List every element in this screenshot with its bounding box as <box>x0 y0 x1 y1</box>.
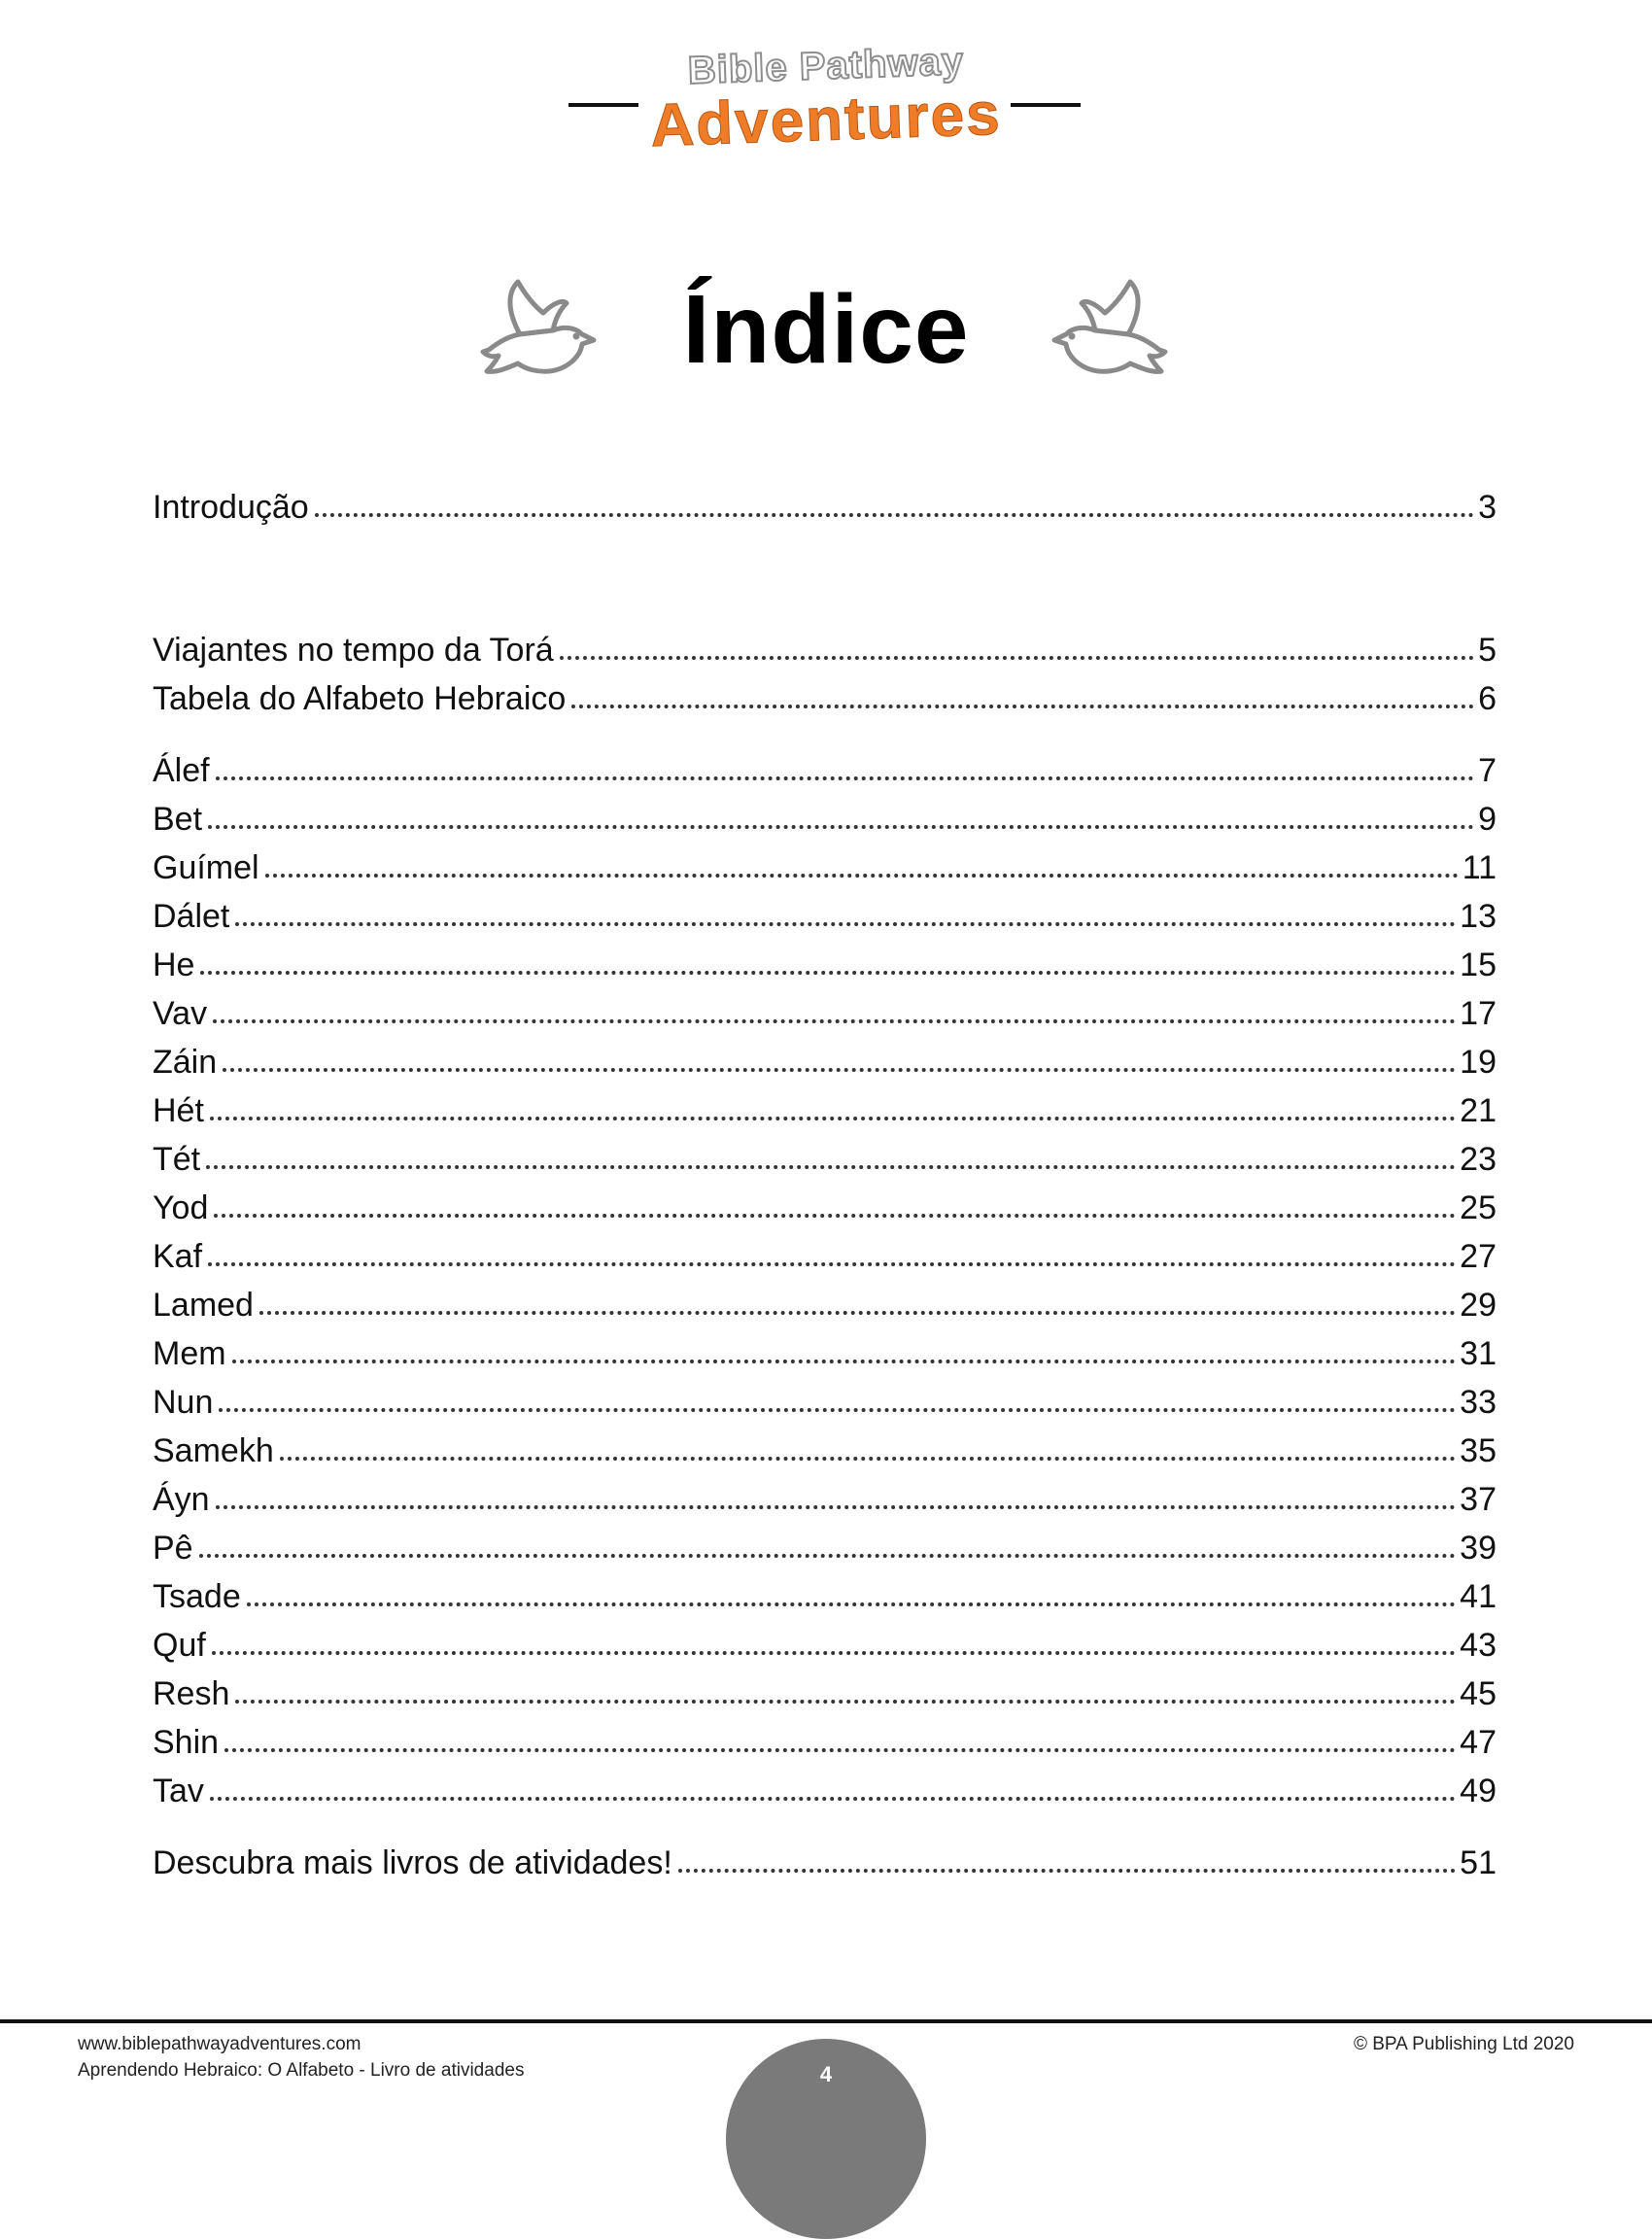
footer-website-link[interactable]: www.biblepathwayadventures.com <box>78 2034 361 2054</box>
toc-entry-label: Tét <box>153 1141 201 1178</box>
toc-entry-label: Tsade <box>153 1578 241 1615</box>
toc-entry-page: 15 <box>1460 947 1497 983</box>
toc-leader-dots <box>199 1554 1457 1558</box>
toc-entry-label: Shin <box>153 1724 220 1761</box>
toc-entry-page: 35 <box>1460 1432 1497 1469</box>
toc-entry-label: Áyn <box>153 1481 210 1518</box>
toc-leader-dots <box>247 1602 1456 1606</box>
toc-leader-dots <box>219 1408 1456 1412</box>
toc-leader-dots <box>224 1748 1456 1752</box>
toc-entry-nun[interactable] <box>153 1381 1497 1424</box>
toc-entry-page: 6 <box>1478 680 1497 717</box>
toc-entry-label: Vav <box>153 995 208 1032</box>
toc-entry-bet[interactable] <box>153 798 1497 841</box>
toc-entry-page: 19 <box>1460 1044 1497 1081</box>
toc-leader-dots <box>235 1700 1456 1704</box>
toc-leader-dots <box>571 705 1474 708</box>
toc-entry-lamed[interactable] <box>153 1284 1497 1326</box>
toc-entry-page: 7 <box>1478 752 1497 789</box>
toc-entry-label: Bet <box>153 801 203 838</box>
toc-entry-page: 11 <box>1462 849 1497 886</box>
toc-entry-page: 29 <box>1460 1287 1497 1324</box>
toc-leader-dots <box>210 1117 1456 1120</box>
toc-entry-page: 33 <box>1460 1384 1497 1421</box>
toc-entry-page: 5 <box>1478 632 1497 669</box>
toc-entry-label: Álef <box>153 752 210 789</box>
toc-leader-dots <box>208 825 1474 829</box>
toc-entry-quf[interactable] <box>153 1624 1497 1667</box>
title-row <box>0 262 1652 408</box>
toc-entry-label: Hét <box>153 1092 204 1129</box>
toc-leader-dots <box>265 874 1459 878</box>
toc-entry-label: Guímel <box>153 849 259 886</box>
toc-entry-page: 13 <box>1460 898 1497 935</box>
toc-leader-dots <box>678 1869 1456 1873</box>
toc-entry-resh[interactable] <box>153 1672 1497 1715</box>
toc-entry-page: 49 <box>1460 1773 1497 1809</box>
toc-leader-dots <box>232 1360 1457 1363</box>
toc-entry-kaf[interactable] <box>153 1235 1497 1278</box>
toc-entry-label: Tabela do Alfabeto Hebraico <box>153 680 567 717</box>
toc-entry-label: Introdução <box>153 489 309 526</box>
toc-entry-page: 45 <box>1460 1675 1497 1712</box>
toc-leader-dots <box>200 971 1456 975</box>
toc-entry-tsade[interactable] <box>153 1575 1497 1618</box>
toc-entry-page: 41 <box>1460 1578 1497 1615</box>
toc-entry-label: Quf <box>153 1627 206 1664</box>
toc-entry-page: 47 <box>1460 1724 1497 1761</box>
toc-leader-dots <box>213 1019 1456 1023</box>
footer-copyright: © BPA Publishing Ltd 2020 <box>1353 2034 1574 2054</box>
toc-entry-page: 51 <box>1460 1844 1497 1881</box>
toc-entry-tav[interactable] <box>153 1770 1497 1812</box>
toc-entry-label: Mem <box>153 1335 226 1372</box>
toc-leader-dots <box>206 1165 1456 1169</box>
logo-text-top: Bible Pathway <box>687 40 965 92</box>
toc-entry-label: Viajantes no tempo da Torá <box>153 632 554 669</box>
toc-entry-page: 21 <box>1460 1092 1497 1129</box>
logo-text-bottom: Adventures <box>649 80 1003 160</box>
page-number: 4 <box>819 2062 833 2086</box>
toc-entry-het[interactable] <box>153 1089 1497 1132</box>
toc-entry-page: 37 <box>1460 1481 1497 1518</box>
brand-logo <box>0 39 1652 165</box>
toc-leader-dots <box>212 1651 1456 1655</box>
toc-entry-label: Yod <box>153 1189 209 1226</box>
toc-leader-dots <box>210 1797 1456 1801</box>
toc-entry-page: 23 <box>1460 1141 1497 1178</box>
footer-divider <box>0 2019 1652 2023</box>
toc-entry-label: Dálet <box>153 898 230 935</box>
toc-entry-vav[interactable] <box>153 992 1497 1035</box>
toc-entry-page: 17 <box>1460 995 1497 1032</box>
toc-entry-label: Resh <box>153 1675 230 1712</box>
toc-leader-dots <box>280 1457 1456 1461</box>
toc-entry-yod[interactable] <box>153 1187 1497 1229</box>
toc-entry-page: 27 <box>1460 1238 1497 1275</box>
toc-leader-dots <box>560 656 1474 660</box>
toc-entry-mem[interactable] <box>153 1332 1497 1375</box>
toc-entry-page: 25 <box>1460 1189 1497 1226</box>
toc-entry-samekh[interactable] <box>153 1430 1497 1472</box>
toc-entry-label: Pê <box>153 1530 193 1567</box>
toc-leader-dots <box>214 1214 1456 1218</box>
footer-book-title: Aprendendo Hebraico: O Alfabeto - Livro de atividades <box>78 2060 525 2081</box>
toc-entry-zain[interactable] <box>153 1041 1497 1084</box>
toc-entry-descubra[interactable] <box>153 1842 1497 1884</box>
toc-entry-introducao[interactable] <box>153 486 1497 529</box>
toc-entry-label: Lamed <box>153 1287 254 1324</box>
toc-entry-alef[interactable] <box>153 749 1497 792</box>
toc-leader-dots <box>235 922 1456 926</box>
footer-left <box>78 2031 524 2084</box>
toc-entry-tabela[interactable] <box>153 677 1497 720</box>
toc-entry-label: Záin <box>153 1044 218 1081</box>
toc-entry-label: Samekh <box>153 1432 274 1469</box>
toc-entry-guimel[interactable] <box>153 846 1497 889</box>
toc-entry-shin[interactable] <box>153 1721 1497 1764</box>
toc-entry-page: 3 <box>1478 489 1497 526</box>
toc-entry-label: Kaf <box>153 1238 203 1275</box>
toc-entry-page: 9 <box>1478 801 1497 838</box>
toc-entry-tet[interactable] <box>153 1138 1497 1181</box>
toc-entry-label: Descubra mais livros de atividades! <box>153 1844 672 1881</box>
toc-entry-he[interactable] <box>153 944 1497 986</box>
toc-entry-label: Tav <box>153 1773 204 1809</box>
toc-entry-page: 43 <box>1460 1627 1497 1664</box>
toc-entry-label: He <box>153 947 195 983</box>
dove-icon <box>1043 274 1179 391</box>
toc-entry-label: Nun <box>153 1384 214 1421</box>
toc-entry-pe[interactable] <box>153 1527 1497 1569</box>
toc-leader-dots <box>315 513 1474 517</box>
toc-entry-page: 39 <box>1460 1530 1497 1567</box>
toc-entry-ayn[interactable] <box>153 1478 1497 1521</box>
toc-entry-viajantes[interactable] <box>153 629 1497 672</box>
toc-leader-dots <box>216 776 1474 780</box>
toc-leader-dots <box>223 1068 1456 1072</box>
toc-entry-page: 31 <box>1460 1335 1497 1372</box>
page-title: Índice <box>682 275 970 384</box>
toc-leader-dots <box>208 1262 1456 1266</box>
toc-leader-dots <box>259 1311 1456 1315</box>
toc-leader-dots <box>216 1505 1457 1509</box>
toc-entry-dalet[interactable] <box>153 895 1497 938</box>
